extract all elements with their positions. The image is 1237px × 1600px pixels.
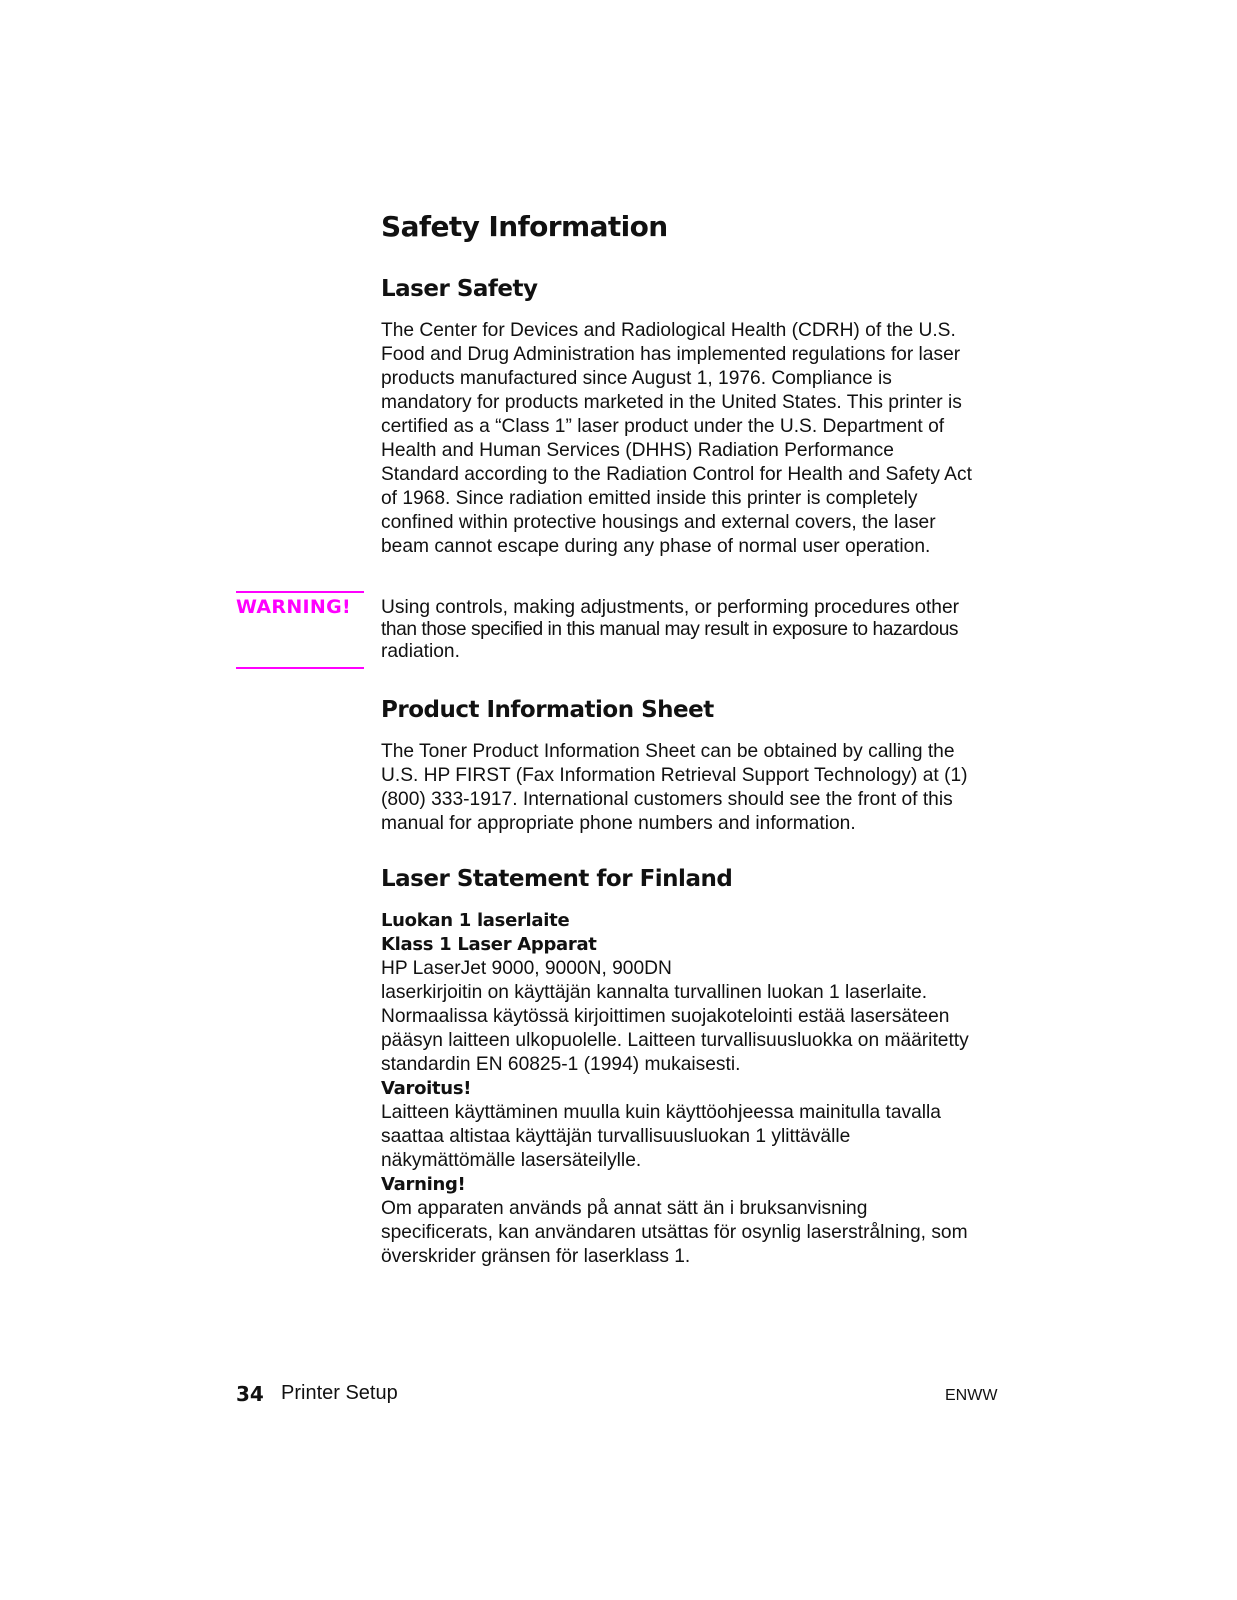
paragraph-line: överskrider gränsen för laserklass 1. [381, 1246, 691, 1267]
laser-safety-paragraph [381, 319, 1001, 559]
paragraph-line: products manufactured since August 1, 1976. Compliance is [381, 368, 892, 389]
swedish-class-label: Klass 1 Laser Apparat [381, 934, 597, 955]
footer-section-title: Printer Setup [281, 1382, 398, 1404]
paragraph-line: manual for appropriate phone numbers and information. [381, 813, 856, 834]
paragraph-line: pääsyn laitteen ulkopuolelle. Laitteen turvallisuusluokka on määritetty [381, 1030, 969, 1051]
paragraph-line: mandatory for products marketed in the United States. This printer is [381, 392, 962, 413]
finnish-class-label: Luokan 1 laserlaite [381, 910, 570, 931]
paragraph-line: of 1968. Since radiation emitted inside this printer is completely [381, 488, 918, 509]
warning-rule-bottom [236, 667, 364, 669]
paragraph-line: HP LaserJet 9000, 9000N, 900DN [381, 958, 672, 979]
paragraph-line: Om apparaten används på annat sätt än i bruksanvisning [381, 1198, 868, 1219]
paragraph-line: The Center for Devices and Radiological Health (CDRH) of the U.S. [381, 320, 956, 341]
warning-text [381, 597, 1001, 663]
warning-rule-top [236, 591, 364, 593]
paragraph-line: Laitteen käyttäminen muulla kuin käyttöohjeessa mainitulla tavalla [381, 1102, 941, 1123]
product-information-paragraph [381, 740, 1001, 836]
paragraph-line: Food and Drug Administration has implemented regulations for laser [381, 344, 961, 365]
paragraph-line: (800) 333-1917. International customers should see the front of this [381, 789, 953, 810]
warning-line: radiation. [381, 641, 460, 662]
paragraph-line: specificerats, kan användaren utsättas för osynlig laserstrålning, som [381, 1222, 968, 1243]
heading-laser-statement-finland: Laser Statement for Finland [381, 866, 733, 892]
paragraph-line: Normaalissa käytössä kirjoittimen suojakotelointi estää lasersäteen [381, 1006, 950, 1027]
warning-line: than those specified in this manual may result in exposure to hazardous [381, 619, 959, 640]
paragraph-line: certified as a “Class 1” laser product under the U.S. Department of [381, 416, 945, 437]
paragraph-line: Standard according to the Radiation Control for Health and Safety Act [381, 464, 972, 485]
paragraph-line: saattaa altistaa käyttäjän turvallisuusluokan 1 ylittävälle [381, 1126, 851, 1147]
paragraph-line: The Toner Product Information Sheet can be obtained by calling the [381, 741, 955, 762]
heading-laser-safety: Laser Safety [381, 276, 538, 302]
varning-label: Varning! [381, 1174, 466, 1195]
finland-statement [381, 909, 1001, 1269]
heading-product-information-sheet: Product Information Sheet [381, 697, 714, 723]
footer-document-code: ENWW [945, 1387, 998, 1404]
paragraph-line: Health and Human Services (DHHS) Radiation Performance [381, 440, 894, 461]
warning-label: WARNING! [236, 596, 351, 618]
paragraph-line: U.S. HP FIRST (Fax Information Retrieval Support Technology) at (1) [381, 765, 968, 786]
varoitus-label: Varoitus! [381, 1078, 472, 1099]
paragraph-line: beam cannot escape during any phase of normal user operation. [381, 536, 931, 557]
paragraph-line: näkymättömälle lasersäteilylle. [381, 1150, 642, 1171]
footer-page-number: 34 [236, 1382, 264, 1406]
paragraph-line: laserkirjoitin on käyttäjän kannalta turvallinen luokan 1 laserlaite. [381, 982, 928, 1003]
page-title: Safety Information [381, 210, 668, 243]
paragraph-line: confined within protective housings and external covers, the laser [381, 512, 936, 533]
warning-line: Using controls, making adjustments, or performing procedures other [381, 597, 960, 618]
paragraph-line: standardin EN 60825-1 (1994) mukaisesti. [381, 1054, 741, 1075]
